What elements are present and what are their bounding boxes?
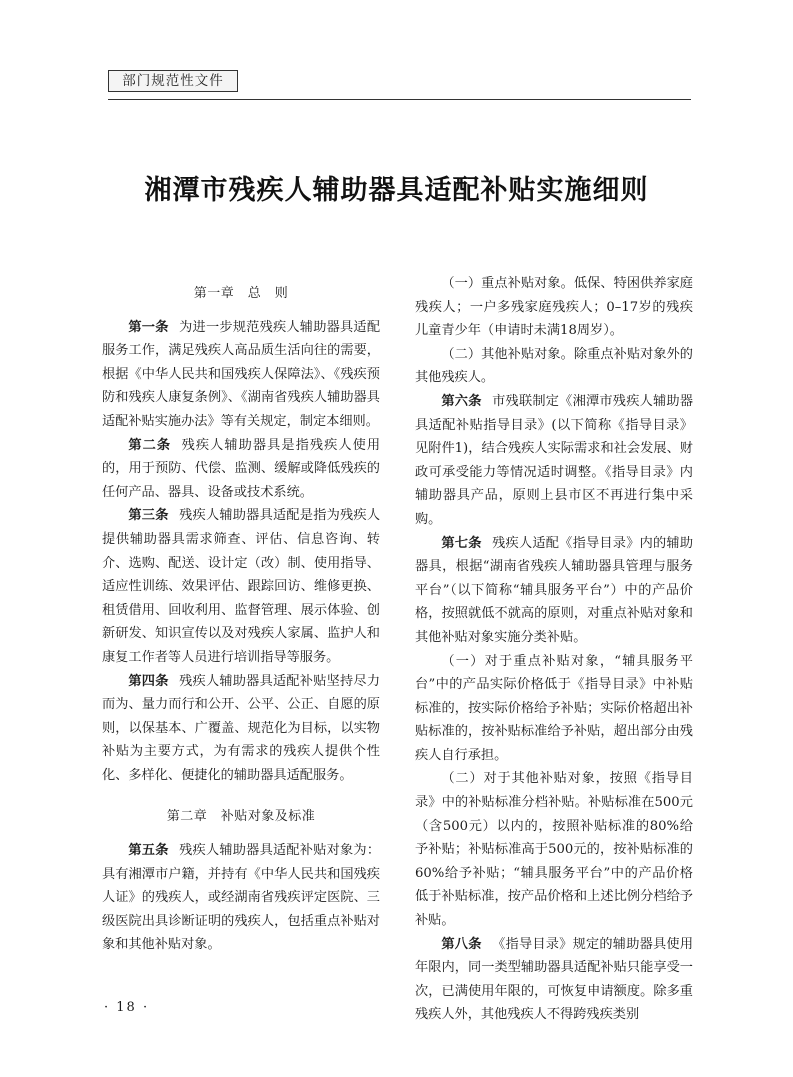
article-paragraph (415, 390, 693, 532)
article-text: 残疾人辅助器具适配补贴坚持尽力而为、量力而行和公开、公平、公正、自愿的原则，以保基本、广覆盖、规范化为目标，以实物补贴为主要方式，为有需求的残疾人提供个性化、多样化、便捷化的辅助器具适配服务。 (102, 673, 381, 783)
article-paragraph (415, 343, 693, 390)
page-number: · 18 · (104, 1000, 150, 1015)
chapter-heading: 第一章 总 则 (193, 286, 289, 301)
article-text: （二）其他补贴对象。除重点补贴对象外的其他残疾人。 (415, 346, 693, 386)
article-number: 第一条 (128, 319, 169, 335)
article-paragraph (102, 670, 380, 788)
article-number: 第四条 (128, 673, 169, 689)
article-paragraph (415, 933, 693, 1027)
article-number: 第三条 (128, 508, 169, 524)
article-paragraph (102, 504, 380, 669)
article-text: 残疾人辅助器具适配是指为残疾人提供辅助器具需求筛查、评估、信息咨询、转介、选购、配送、设计定（改）制、使用指导、适应性训练、效果评估、跟踪回访、维修更换、租赁借用、回收利用、监督管理、展示体验、创新研发、知识宣传以及对残疾人家属、监护人和康复工作者等人员进行培训指导等服务。 (102, 508, 381, 665)
chapter-heading: 第二章 补贴对象及标准 (166, 809, 316, 825)
article-text: 市残联制定《湘潭市残疾人辅助器具适配补贴指导目录》(以下简称《指导目录》见附件1)，结合残疾人实际需求和社会发展、财政可承受能力等情况适时调整。《指导目录》内辅助器具产品，原则上县市区不再进行集中采购。 (415, 393, 694, 527)
article-paragraph (415, 532, 693, 650)
right-column (415, 272, 693, 1027)
article-paragraph (415, 650, 693, 768)
article-text: 《指导目录》规定的辅助器具使用年限内，同一类型辅助器具适配补贴只能享受一次，已满使用年限的，可恢复申请额度。除多重残疾人外，其他残疾人不得跨残疾类别 (415, 936, 694, 1023)
article-text: 为进一步规范残疾人辅助器具适配服务工作，满足残疾人高品质生活向往的需要，根据《中华人民共和国残疾人保障法》、《残疾预防和残疾人康复条例》、《湖南省残疾人辅助器具适配补贴实施办法》等有关规定，制定本细则。 (102, 319, 381, 429)
document-title: 湘潭市残疾人辅助器具适配补贴实施细则 (144, 175, 649, 206)
article-paragraph (102, 316, 380, 434)
article-text: 残疾人适配《指导目录》内的辅助器具，根据“湖南省残疾人辅助器具管理与服务平台”（以下简称“辅具服务平台”）中的产品价格，按照就低不就高的原则，对重点补贴对象和其他补贴对象实施分类补贴。 (415, 535, 694, 645)
article-paragraph (415, 272, 693, 343)
article-paragraph (415, 767, 693, 932)
header-divider (108, 99, 691, 100)
article-number: 第八条 (441, 936, 482, 952)
article-text: 残疾人辅助器具适配补贴对象为：具有湘潭市户籍，并持有《中华人民共和国残疾人证》的残疾人，或经湖南省残疾评定医院、三级医院出具诊断证明的残疾人，包括重点补贴对象和其他补贴对象。 (102, 843, 381, 953)
article-number: 第二条 (128, 437, 172, 453)
article-text: （一）对于重点补贴对象，“辅具服务平台”中的产品实际价格低于《指导目录》中补贴标准的，按实际价格给予补贴；实际价格超出补贴标准的，按补贴标准给予补贴，超出部分由残疾人自行承担。 (415, 653, 693, 763)
article-number: 第六条 (441, 393, 482, 409)
article-text: （一）重点补贴对象。低保、特困供养家庭残疾人；一户多残家庭残疾人；0–17岁的残疾儿童青少年（申请时未满18周岁）。 (415, 276, 693, 339)
article-paragraph (102, 434, 380, 505)
left-column (102, 272, 380, 957)
article-text: （二）对于其他补贴对象，按照《指导目录》中的补贴标准分档补贴。补贴标准在500元（含500元）以内的，按照补贴标准的80%给予补贴；补贴标准高于500元的，按补贴标准的60%给予补贴；“辅具服务平台”中的产品价格低于补贴标准，按产品价格和上述比例分档给予补贴。 (415, 771, 693, 929)
section-category-label: 部门规范性文件 (108, 70, 238, 92)
article-number: 第五条 (128, 843, 169, 859)
article-text: 残疾人辅助器具是指残疾人使用的，用于预防、代偿、监测、缓解或降低残疾的任何产品、器具、设备或技术系统。 (102, 437, 381, 500)
article-paragraph (102, 839, 380, 957)
article-number: 第七条 (441, 535, 482, 551)
